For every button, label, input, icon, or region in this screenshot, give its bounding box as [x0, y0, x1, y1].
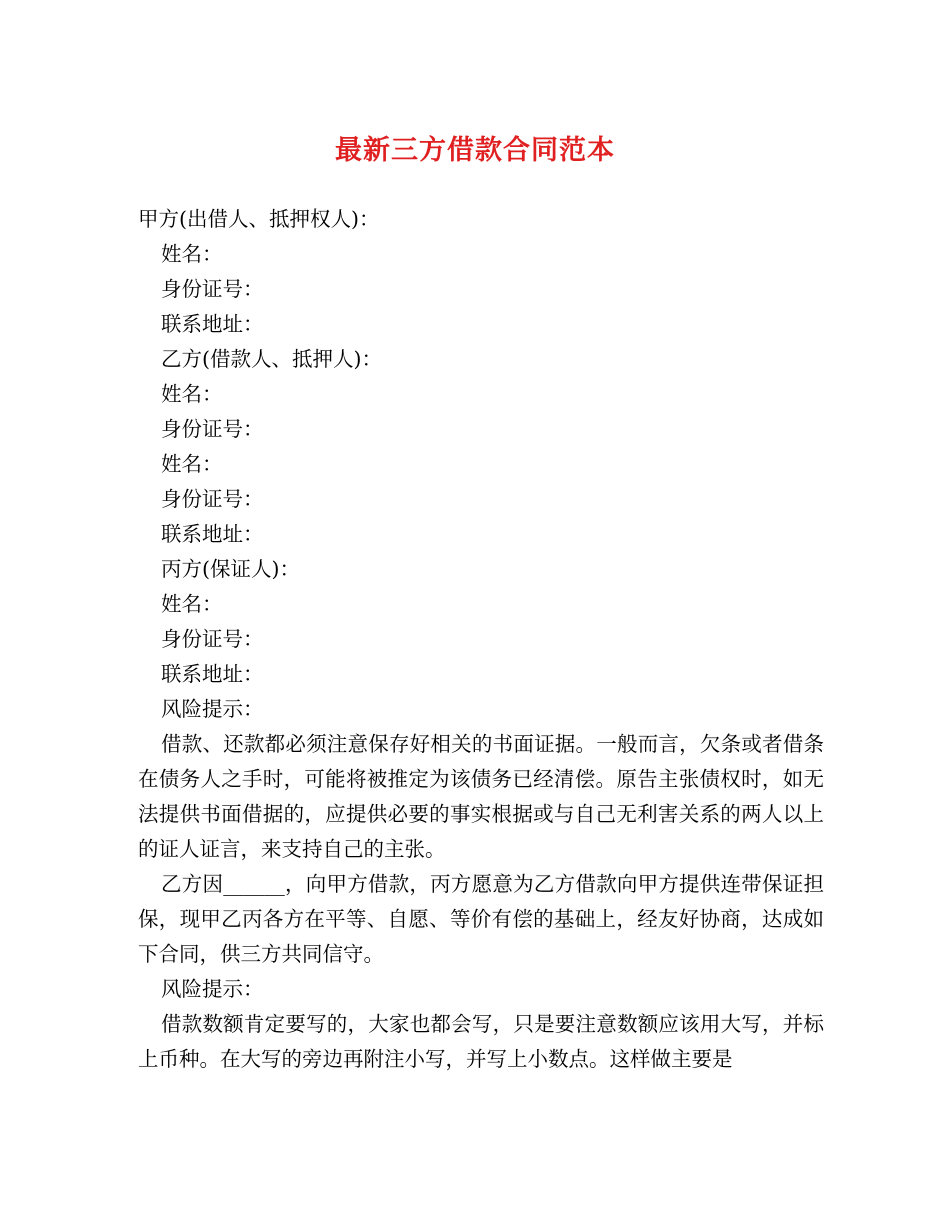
document-title: 最新三方借款合同范本	[335, 135, 615, 166]
party-b-name-label-2: 姓名：	[161, 452, 223, 476]
party-a-id-label: 身份证号：	[161, 277, 264, 301]
party-c-heading: 丙方(保证人)：	[161, 557, 300, 581]
party-b-heading: 乙方(借款人、抵押人)：	[161, 347, 382, 371]
party-c-address-label: 联系地址：	[161, 662, 264, 686]
party-a-name-label: 姓名：	[161, 242, 223, 266]
preamble-paragraph: 乙方因______，向甲方借款，丙方愿意为乙方借款向甲方提供连带保证担保，现甲乙丙各方在平等、自愿、等价有偿的基础上，经友好协商，达成如下合同，供三方共同信守。	[138, 872, 824, 966]
risk-notice-paragraph: 借款、还款都必须注意保存好相关的书面证据。一般而言，欠条或者借条在债务人之手时，可能将被推定为该债务已经清偿。原告主张债权时，如无法提供书面借据的，应提供必要的事实根据或与自己无利害关系的两人以上的证人证言，来支持自己的主张。	[138, 732, 824, 861]
amount-notice-paragraph: 借款数额肯定要写的，大家也都会写，只是要注意数额应该用大写，并标上币种。在大写的旁边再附注小写，并写上小数点。这样做主要是	[138, 1012, 824, 1071]
party-b-name-label: 姓名：	[161, 382, 223, 406]
party-c-id-label: 身份证号：	[161, 627, 264, 651]
party-b-address-label: 联系地址：	[161, 522, 264, 546]
party-c-name-label: 姓名：	[161, 592, 223, 616]
party-b-id-label-2: 身份证号：	[161, 487, 264, 511]
document-body	[138, 202, 824, 1077]
party-a-address-label: 联系地址：	[161, 312, 264, 336]
party-a-heading: 甲方(出借人、抵押权人)：	[138, 207, 380, 231]
risk-notice-label-2: 风险提示：	[161, 977, 264, 1001]
risk-notice-label: 风险提示：	[161, 697, 264, 721]
party-b-id-label: 身份证号：	[161, 417, 264, 441]
